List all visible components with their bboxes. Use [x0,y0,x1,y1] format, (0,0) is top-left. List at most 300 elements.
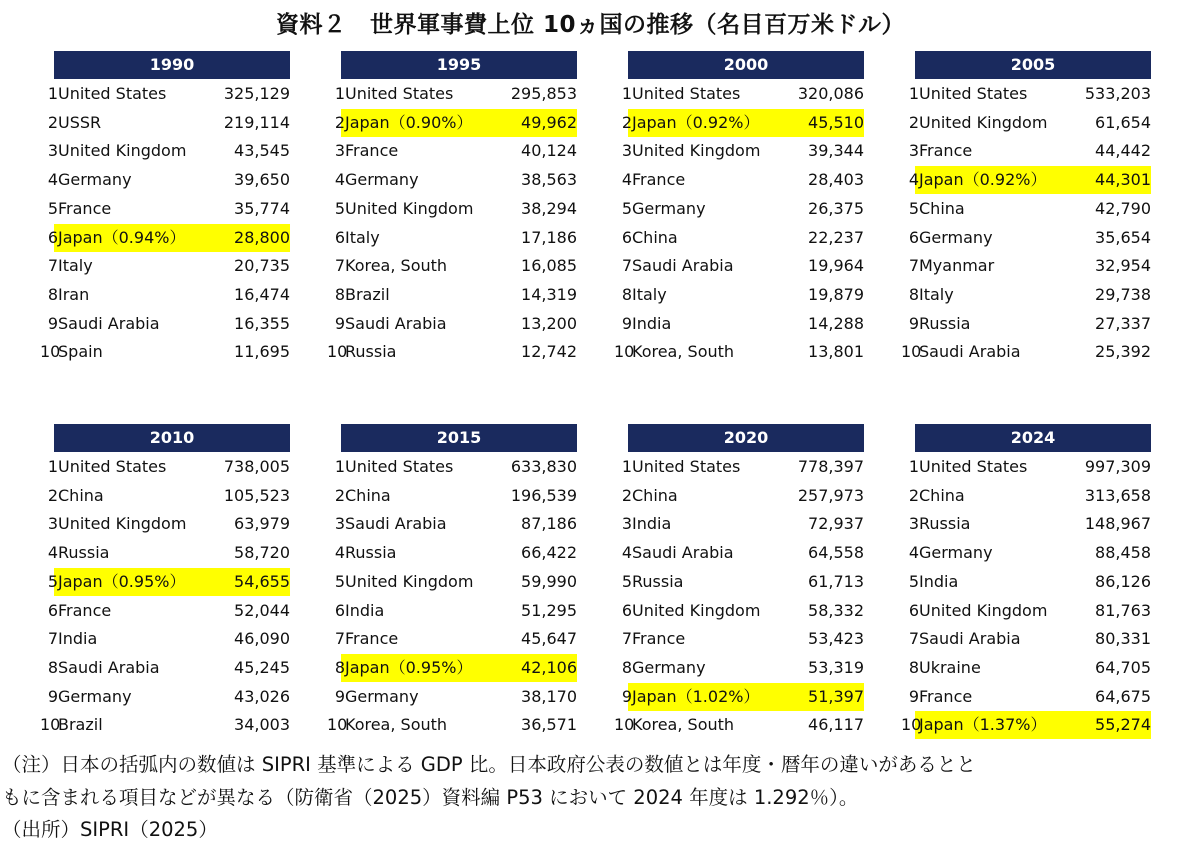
rank-number: 6 [908,227,919,247]
country-name: China [919,485,965,505]
country-name: Russia [345,342,397,362]
spending-value: 43,545 [234,141,290,161]
table-row-japan-highlight [327,654,577,682]
country-name: France [345,629,399,649]
ranking-table-2020 [614,424,872,743]
country-name: Russia [345,543,397,563]
country-name: Germany [345,686,419,706]
rank-number: 5 [621,198,632,218]
table-row [327,539,577,567]
spending-value: 58,720 [234,543,290,563]
country-name: Saudi Arabia [632,543,734,563]
table-row [327,683,577,711]
table-row [327,338,577,366]
rank-number: 9 [47,686,58,706]
spending-value: 61,713 [808,571,864,591]
rank-number: 2 [621,112,632,132]
rank-number: 3 [621,514,632,534]
country-name: Italy [345,227,380,247]
rank-number: 6 [47,600,58,620]
table-row [614,338,864,366]
table-row [40,195,290,223]
spending-value: 87,186 [521,514,577,534]
rank-number: 5 [908,198,919,218]
rank-number: 8 [908,284,919,304]
country-name: Ukraine [919,657,981,677]
table-row [614,224,864,252]
rank-number: 2 [908,112,919,132]
country-name: Saudi Arabia [345,313,447,333]
spending-value: 72,937 [808,514,864,534]
spending-value: 64,675 [1095,686,1151,706]
rank-number: 6 [621,227,632,247]
spending-value: 13,801 [808,342,864,362]
table-row [614,453,864,481]
rank-number: 7 [47,256,58,276]
country-name: Saudi Arabia [58,313,160,333]
rank-number: 4 [47,170,58,190]
rank-number: 2 [334,112,345,132]
country-name: Iran [58,284,90,304]
spending-value: 25,392 [1095,342,1151,362]
country-name: Germany [345,170,419,190]
country-name: Germany [58,170,132,190]
table-row [614,252,864,280]
spending-value: 633,830 [510,457,577,476]
rank-number: 1 [47,84,58,103]
table-row [327,195,577,223]
rank-number: 7 [334,629,345,649]
rank-number: 5 [47,198,58,218]
rank-number: 9 [621,313,632,333]
spending-value: 66,422 [521,543,577,563]
country-name: United Kingdom [345,198,474,218]
country-name: France [632,629,686,649]
rank-number: 8 [47,657,58,677]
table-row-japan-highlight [327,109,577,137]
country-name: Korea, South [632,342,735,362]
rank-number: 7 [908,629,919,649]
table-row [614,711,864,739]
country-name: Germany [632,198,706,218]
table-year-header: 1995 [341,51,577,79]
ranking-table-2010 [40,424,298,743]
rank-number: 4 [47,543,58,563]
spending-value: 42,790 [1095,198,1151,218]
country-name: China [632,485,678,505]
rank-number: 8 [47,284,58,304]
table-row [614,568,864,596]
spending-value: 32,954 [1095,256,1151,276]
table-row [40,338,290,366]
rank-number: 5 [47,571,58,591]
spending-value: 52,044 [234,600,290,620]
country-name: United States [632,84,741,103]
table-row [901,252,1151,280]
spending-value: 219,114 [223,112,290,132]
table-row [901,683,1151,711]
note-line-2: もに含まれる項目などが異なる（防衛省（2025）資料編 P53 において 2024 年度は 1.292％）。 [2,786,859,809]
rank-number: 10 [901,715,922,735]
spending-value: 28,403 [808,170,864,190]
rank-number: 9 [47,313,58,333]
country-name: Brazil [345,284,390,304]
country-name: United States [58,84,167,103]
spending-value: 45,245 [234,657,290,677]
table-row [40,166,290,194]
spending-value: 22,237 [808,227,864,247]
country-name: United States [919,84,1028,103]
spending-value: 34,003 [234,715,290,735]
table-row [327,166,577,194]
country-name: Japan（0.94%） [58,227,186,247]
rank-number: 10 [327,342,348,362]
table-year-header: 2005 [915,51,1151,79]
rank-number: 8 [621,657,632,677]
rank-number: 8 [334,284,345,304]
country-name: Korea, South [345,715,448,735]
table-year-header: 2000 [628,51,864,79]
table-row [614,80,864,108]
country-name: United Kingdom [58,141,187,161]
table-row-japan-highlight [40,224,290,252]
rank-number: 5 [908,571,919,591]
table-row [40,510,290,538]
table-row [40,711,290,739]
table-row [901,224,1151,252]
rank-number: 8 [621,284,632,304]
rank-number: 2 [334,485,345,505]
country-name: Saudi Arabia [345,514,447,534]
spending-value: 533,203 [1084,84,1151,103]
country-name: United Kingdom [632,141,761,161]
table-row [614,654,864,682]
table-row [614,310,864,338]
rank-number: 8 [908,657,919,677]
table-row [614,597,864,625]
rank-number: 3 [621,141,632,161]
spending-value: 16,355 [234,313,290,333]
table-row [327,482,577,510]
table-row [327,137,577,165]
source-note: （出所）SIPRI（2025） [2,818,218,841]
spending-value: 51,397 [808,686,864,706]
rank-number: 4 [334,543,345,563]
table-row [327,252,577,280]
spending-value: 51,295 [521,600,577,620]
rank-number: 10 [40,342,61,362]
rank-number: 4 [908,543,919,563]
spending-value: 27,337 [1095,313,1151,333]
note-line-1: （注）日本の括弧内の数値は SIPRI 基準による GDP 比。日本政府公表の数値とは年度・暦年の違いがあるとと [2,753,976,776]
country-name: Russia [919,514,971,534]
table-year-header: 2015 [341,424,577,452]
spending-value: 44,442 [1095,141,1151,161]
table-row [327,224,577,252]
country-name: India [58,629,98,649]
table-row [40,80,290,108]
country-name: Saudi Arabia [58,657,160,677]
table-row-japan-highlight [40,568,290,596]
spending-value: 38,170 [521,686,577,706]
table-row [614,482,864,510]
rank-number: 4 [621,543,632,563]
spending-value: 39,344 [808,141,864,161]
table-row [40,252,290,280]
table-row [40,539,290,567]
country-name: Myanmar [919,256,995,276]
table-row [327,453,577,481]
spending-value: 61,654 [1095,112,1151,132]
table-row-japan-highlight [901,166,1151,194]
spending-value: 45,510 [808,112,864,132]
rank-number: 2 [47,112,58,132]
spending-value: 12,742 [521,342,577,362]
table-row [40,482,290,510]
country-name: Germany [632,657,706,677]
country-name: France [345,141,399,161]
spending-value: 39,650 [234,170,290,190]
spending-value: 81,763 [1095,600,1151,620]
rank-number: 3 [47,514,58,534]
country-name: Russia [919,313,971,333]
country-name: Japan（0.95%） [58,571,186,591]
spending-value: 196,539 [510,485,577,505]
table-row-japan-highlight [614,683,864,711]
rank-number: 6 [908,600,919,620]
country-name: France [632,170,686,190]
table-row [327,625,577,653]
rank-number: 9 [621,686,632,706]
spending-value: 19,964 [808,256,864,276]
country-name: Italy [919,284,954,304]
spending-value: 26,375 [808,198,864,218]
table-row [901,137,1151,165]
spending-value: 295,853 [510,84,577,103]
country-name: France [919,686,973,706]
spending-value: 29,738 [1095,284,1151,304]
rank-number: 9 [908,686,919,706]
rank-number: 2 [47,485,58,505]
spending-value: 46,090 [234,629,290,649]
table-row [614,195,864,223]
rank-number: 4 [621,170,632,190]
spending-value: 36,571 [521,715,577,735]
country-name: France [58,600,112,620]
table-row [901,338,1151,366]
ranking-table-2005 [901,51,1159,370]
table-row [327,510,577,538]
spending-value: 778,397 [797,457,864,476]
country-name: United Kingdom [58,514,187,534]
spending-value: 16,474 [234,284,290,304]
rank-number: 7 [621,629,632,649]
spending-value: 38,563 [521,170,577,190]
spending-value: 105,523 [223,485,290,505]
country-name: Italy [632,284,667,304]
spending-value: 148,967 [1084,514,1151,534]
country-name: Russia [632,571,684,591]
spending-value: 88,458 [1095,543,1151,563]
spending-value: 997,309 [1084,457,1151,476]
rank-number: 5 [334,198,345,218]
table-year-header: 1990 [54,51,290,79]
country-name: Italy [58,256,93,276]
rank-number: 1 [908,84,919,103]
country-name: Japan（0.92%） [632,112,760,132]
rank-number: 10 [327,715,348,735]
table-row [40,683,290,711]
country-name: China [345,485,391,505]
country-name: China [632,227,678,247]
spending-value: 14,288 [808,313,864,333]
table-row [327,281,577,309]
table-row [901,654,1151,682]
rank-number: 7 [334,256,345,276]
rank-number: 4 [908,170,919,190]
spending-value: 59,990 [521,571,577,591]
table-row [327,597,577,625]
table-row [614,166,864,194]
country-name: Saudi Arabia [919,342,1021,362]
table-row [614,510,864,538]
spending-value: 53,423 [808,629,864,649]
rank-number: 10 [40,715,61,735]
table-row [614,625,864,653]
table-row [901,281,1151,309]
table-row [40,137,290,165]
rank-number: 3 [334,514,345,534]
country-name: India [919,571,959,591]
spending-value: 14,319 [521,284,577,304]
country-name: Germany [919,543,993,563]
rank-number: 7 [621,256,632,276]
spending-value: 16,085 [521,256,577,276]
spending-value: 35,654 [1095,227,1151,247]
table-row [901,539,1151,567]
rank-number: 1 [334,457,345,476]
rank-number: 1 [334,84,345,103]
country-name: China [58,485,104,505]
spending-value: 313,658 [1084,485,1151,505]
spending-value: 55,274 [1095,715,1151,735]
spending-value: 80,331 [1095,629,1151,649]
rank-number: 9 [334,686,345,706]
table-row-japan-highlight [901,711,1151,739]
country-name: United States [632,457,741,476]
ranking-table-2024 [901,424,1159,743]
table-row [327,568,577,596]
rank-number: 10 [614,342,635,362]
rank-number: 6 [47,227,58,247]
country-name: Russia [58,543,110,563]
table-row [901,109,1151,137]
rank-number: 6 [334,600,345,620]
country-name: Saudi Arabia [919,629,1021,649]
rank-number: 3 [47,141,58,161]
rank-number: 10 [614,715,635,735]
rank-number: 3 [908,141,919,161]
rank-number: 6 [334,227,345,247]
country-name: Saudi Arabia [632,256,734,276]
table-row [901,80,1151,108]
spending-value: 86,126 [1095,571,1151,591]
country-name: India [632,313,672,333]
table-row [40,109,290,137]
spending-value: 42,106 [521,657,577,677]
ranking-table-2015 [327,424,585,743]
spending-value: 53,319 [808,657,864,677]
rank-number: 6 [621,600,632,620]
table-row [40,281,290,309]
rank-number: 2 [908,485,919,505]
spending-value: 17,186 [521,227,577,247]
country-name: Japan（0.95%） [345,657,473,677]
country-name: China [919,198,965,218]
country-name: India [345,600,385,620]
country-name: United Kingdom [919,600,1048,620]
table-row [40,625,290,653]
spending-value: 46,117 [808,715,864,735]
table-row [901,195,1151,223]
spending-value: 58,332 [808,600,864,620]
spending-value: 54,655 [234,571,290,591]
country-name: India [632,514,672,534]
country-name: Japan（1.37%） [919,715,1047,735]
country-name: Korea, South [632,715,735,735]
spending-value: 44,301 [1095,170,1151,190]
rank-number: 4 [334,170,345,190]
table-row [901,310,1151,338]
country-name: Germany [919,227,993,247]
rank-number: 5 [621,571,632,591]
country-name: United Kingdom [632,600,761,620]
country-name: Brazil [58,715,103,735]
ranking-table-1990 [40,51,298,370]
table-row [40,654,290,682]
spending-value: 64,558 [808,543,864,563]
table-row [901,568,1151,596]
table-row [327,310,577,338]
country-name: United Kingdom [345,571,474,591]
rank-number: 9 [334,313,345,333]
spending-value: 13,200 [521,313,577,333]
rank-number: 9 [908,313,919,333]
ranking-table-1995 [327,51,585,370]
table-row [901,625,1151,653]
ranking-table-2000 [614,51,872,370]
table-row [40,597,290,625]
table-row [40,310,290,338]
spending-value: 64,705 [1095,657,1151,677]
table-row [901,597,1151,625]
spending-value: 320,086 [797,84,864,103]
table-row [614,539,864,567]
spending-value: 325,129 [223,84,290,103]
spending-value: 738,005 [223,457,290,476]
rank-number: 5 [334,571,345,591]
table-row [901,510,1151,538]
spending-value: 19,879 [808,284,864,304]
spending-value: 35,774 [234,198,290,218]
table-row [901,453,1151,481]
table-year-header: 2024 [915,424,1151,452]
country-name: Japan（0.92%） [919,170,1047,190]
spending-value: 257,973 [797,485,864,505]
country-name: France [58,198,112,218]
rank-number: 1 [621,457,632,476]
table-row [327,711,577,739]
